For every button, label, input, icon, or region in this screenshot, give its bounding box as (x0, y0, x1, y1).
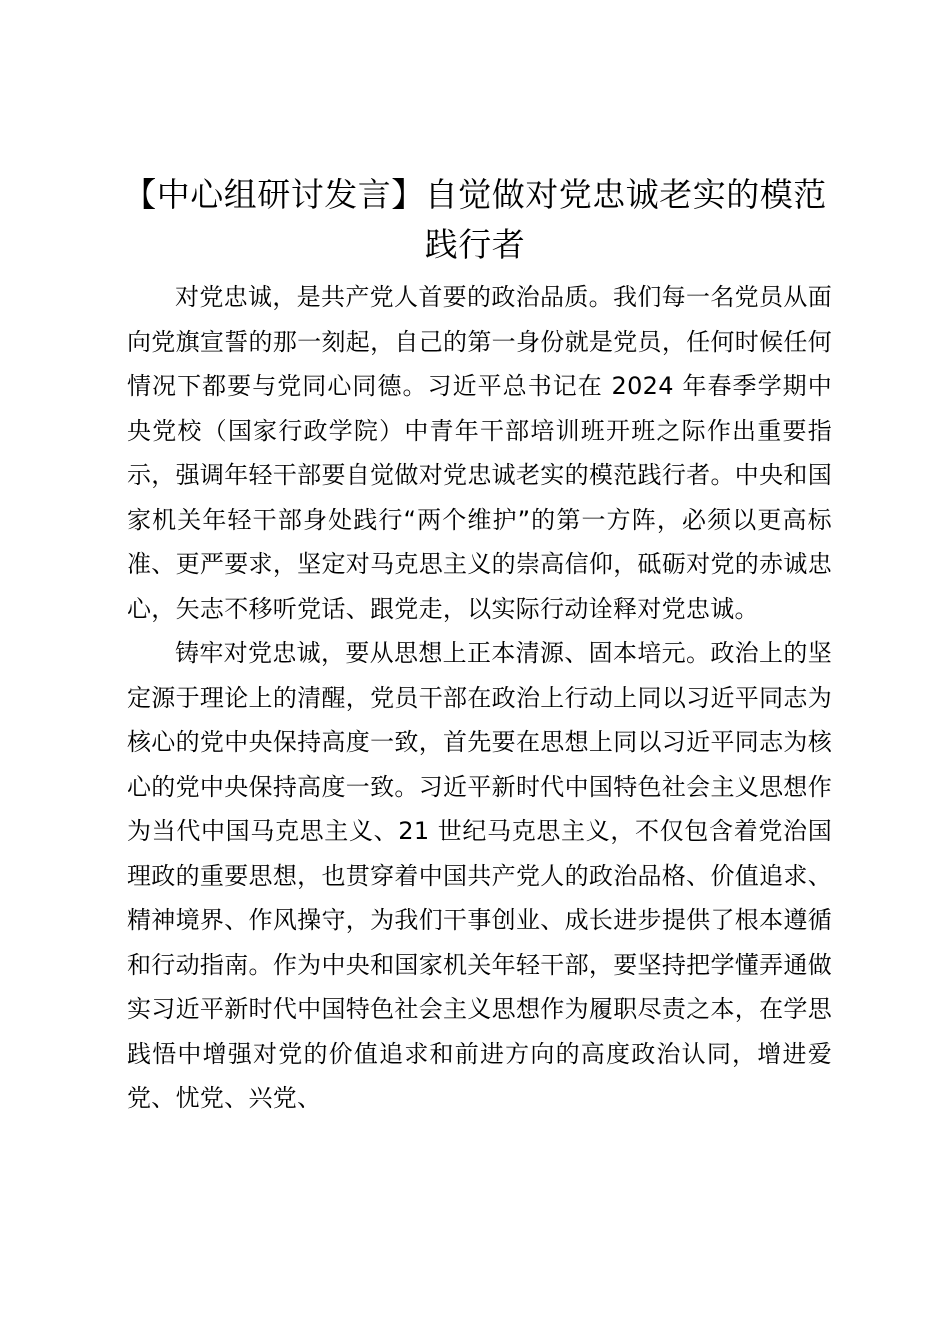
paragraph-2: 铸牢对党忠诚，要从思想上正本清源、固本培元。政治上的坚定源于理论上的清醒，党员干部在政治上行动上同以习近平同志为核心的党中央保持高度一致，首先要在思想上同以习近平同志为核心的党中央保持高度一致。习近平新时代中国特色社会主义思想作为当代中国马克思主义、21 世纪马克思主义，不仅包含着党治国理政的重要思想，也贯穿着中国共产党人的政治品格、价值追求、精神境界、作风操守，为我们干事创业、成长进步提供了根本遵循和行动指南。作为中央和国家机关年轻干部，要坚持把学懂弄通做实习近平新时代中国特色社会主义思想作为履职尽责之本，在学思践悟中增强对党的价值追求和前进方向的高度政治认同，增进爱党、忧党、兴党、 (127, 639, 832, 1112)
paragraph-1: 对党忠诚，是共产党人首要的政治品质。我们每一名党员从面向党旗宣誓的那一刻起，自己的第一身份就是党员，任何时候任何情况下都要与党同心同德。习近平总书记在 2024 年春季学期中央党校（国家行政学院）中青年干部培训班开班之际作出重要指示，强调年轻干部要自觉做对党忠诚老实的模范践行者。中央和国家机关年轻干部身处践行“两个维护”的第一方阵，必须以更高标准、更严要求，坚定对马克思主义的崇高信仰，砥砺对党的赤诚忠心，矢志不移听党话、跟党走，以实际行动诠释对党忠诚。 (127, 283, 832, 623)
document-title: 【中心组研讨发言】自觉做对党忠诚老实的模范践行者 (123, 175, 827, 264)
document-body (127, 275, 832, 1121)
